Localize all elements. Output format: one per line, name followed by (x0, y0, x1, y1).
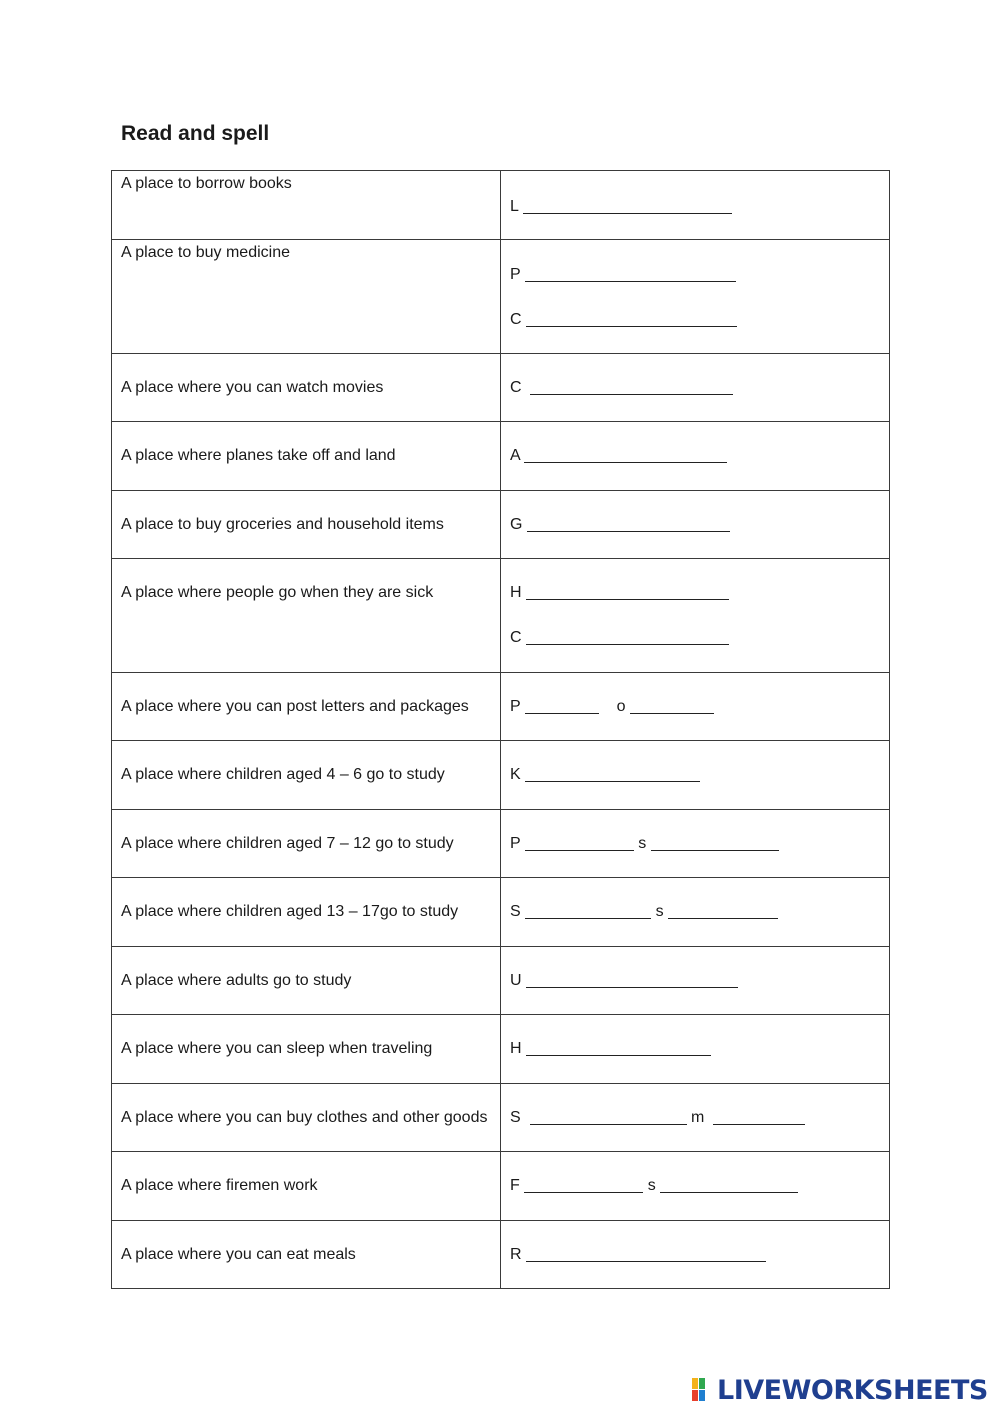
clue-cell (112, 878, 501, 947)
answer-letter: P (510, 834, 521, 852)
answer-letter: C (510, 378, 522, 396)
answer-blank[interactable] (525, 697, 599, 714)
answer-letter: m (691, 1109, 705, 1126)
clue-cell (112, 240, 501, 354)
table-row (112, 810, 890, 878)
clue-cell (112, 491, 501, 559)
answer-letter: H (510, 584, 522, 601)
answer-blank[interactable] (713, 1108, 805, 1125)
logo-block-icon (699, 1390, 705, 1401)
answer-cell (501, 1084, 890, 1152)
answer-blank[interactable] (651, 834, 779, 851)
answer-letter: S (510, 903, 521, 920)
answer-cell (501, 491, 890, 559)
answer-letter: S (510, 1109, 521, 1126)
answer-cell (501, 354, 890, 422)
answer-blank[interactable] (668, 902, 778, 919)
answer-letter: C (510, 311, 522, 328)
worksheet-title: Read and spell (121, 122, 270, 145)
answer-blank[interactable] (525, 902, 651, 919)
answer-letter: L (510, 198, 519, 215)
table-row (112, 1221, 890, 1289)
answer-cell (501, 878, 890, 947)
table-row (112, 559, 890, 673)
answer-blank[interactable] (660, 1176, 798, 1193)
answer-blank[interactable] (526, 628, 729, 645)
answer-blank[interactable] (525, 765, 700, 782)
clue-cell (112, 741, 501, 810)
table-row (112, 878, 890, 947)
answer-cell (501, 673, 890, 741)
answer-blank[interactable] (527, 515, 730, 532)
clue-text: A place to borrow books (121, 175, 292, 192)
answer-cell (501, 559, 890, 673)
logo-block-icon (692, 1390, 698, 1401)
clue-cell (112, 673, 501, 741)
logo-text: LIVEWORKSHEETS (717, 1374, 988, 1406)
answer-blank[interactable] (525, 834, 634, 851)
clue-text: A place where you can watch movies (121, 378, 384, 396)
liveworksheets-logo (692, 1374, 988, 1406)
answer-letter: H (510, 1040, 522, 1057)
answer-blank[interactable] (526, 1245, 766, 1262)
clue-text: A place where people go when they are sick (121, 584, 434, 601)
answer-blank[interactable] (525, 265, 736, 282)
answer-blank[interactable] (530, 1108, 687, 1125)
clue-cell (112, 1152, 501, 1221)
answer-blank[interactable] (523, 197, 732, 214)
table-row (112, 1015, 890, 1084)
answer-letter: s (638, 834, 647, 852)
clue-text: A place to buy medicine (121, 244, 290, 261)
answer-letter: K (510, 766, 521, 783)
clue-text: A place to buy groceries and household items (121, 515, 444, 533)
answer-cell (501, 1221, 890, 1289)
table-row (112, 1084, 890, 1152)
answer-cell (501, 422, 890, 491)
clue-cell (112, 171, 501, 240)
table-row (112, 673, 890, 741)
answer-cell (501, 741, 890, 810)
answer-blank[interactable] (526, 310, 737, 327)
answer-blank[interactable] (530, 378, 733, 395)
clue-text: A place where planes take off and land (121, 447, 396, 464)
answer-cell (501, 240, 890, 354)
clue-cell (112, 1015, 501, 1084)
clue-text: A place where children aged 4 – 6 go to study (121, 766, 445, 783)
answer-letter: F (510, 1177, 520, 1194)
clue-text: A place where you can eat meals (121, 1245, 356, 1263)
table-row (112, 171, 890, 240)
clue-cell (112, 1221, 501, 1289)
answer-letter: o (616, 697, 626, 715)
answer-cell (501, 1152, 890, 1221)
clue-text: A place where adults go to study (121, 971, 352, 989)
logo-block-icon (699, 1378, 705, 1389)
logo-mark-icon (692, 1378, 714, 1402)
answer-letter: C (510, 629, 522, 646)
table-row (112, 741, 890, 810)
table-row (112, 1152, 890, 1221)
answer-letter: s (655, 903, 664, 920)
answer-cell (501, 810, 890, 878)
worksheet-table (111, 170, 890, 1289)
answer-blank[interactable] (526, 583, 729, 600)
answer-cell (501, 947, 890, 1015)
answer-blank[interactable] (630, 697, 714, 714)
clue-text: A place where children aged 13 – 17go to study (121, 903, 459, 920)
answer-letter: P (510, 697, 521, 715)
clue-text: A place where firemen work (121, 1177, 318, 1194)
table-row (112, 491, 890, 559)
table-row (112, 947, 890, 1015)
clue-text: A place where you can sleep when traveling (121, 1040, 433, 1057)
table-row (112, 240, 890, 354)
table-row (112, 354, 890, 422)
clue-cell (112, 1084, 501, 1152)
answer-letter: P (510, 266, 521, 283)
clue-text: A place where you can post letters and packages (121, 697, 469, 715)
clue-text: A place where children aged 7 – 12 go to study (121, 834, 454, 852)
clue-cell (112, 810, 501, 878)
answer-blank[interactable] (526, 971, 738, 988)
clue-cell (112, 354, 501, 422)
answer-letter: A (510, 447, 520, 464)
clue-text: A place where you can buy clothes and other goods (121, 1109, 488, 1126)
clue-cell (112, 422, 501, 491)
table-row (112, 422, 890, 491)
clue-cell (112, 559, 501, 673)
answer-cell (501, 1015, 890, 1084)
answer-letter: s (647, 1177, 656, 1194)
answer-letter: G (510, 515, 523, 533)
answer-blank[interactable] (524, 1176, 643, 1193)
answer-cell (501, 171, 890, 240)
clue-cell (112, 947, 501, 1015)
logo-block-icon (692, 1378, 698, 1389)
answer-letter: U (510, 971, 522, 989)
answer-blank[interactable] (524, 446, 727, 463)
answer-blank[interactable] (526, 1039, 711, 1056)
answer-letter: R (510, 1245, 522, 1263)
